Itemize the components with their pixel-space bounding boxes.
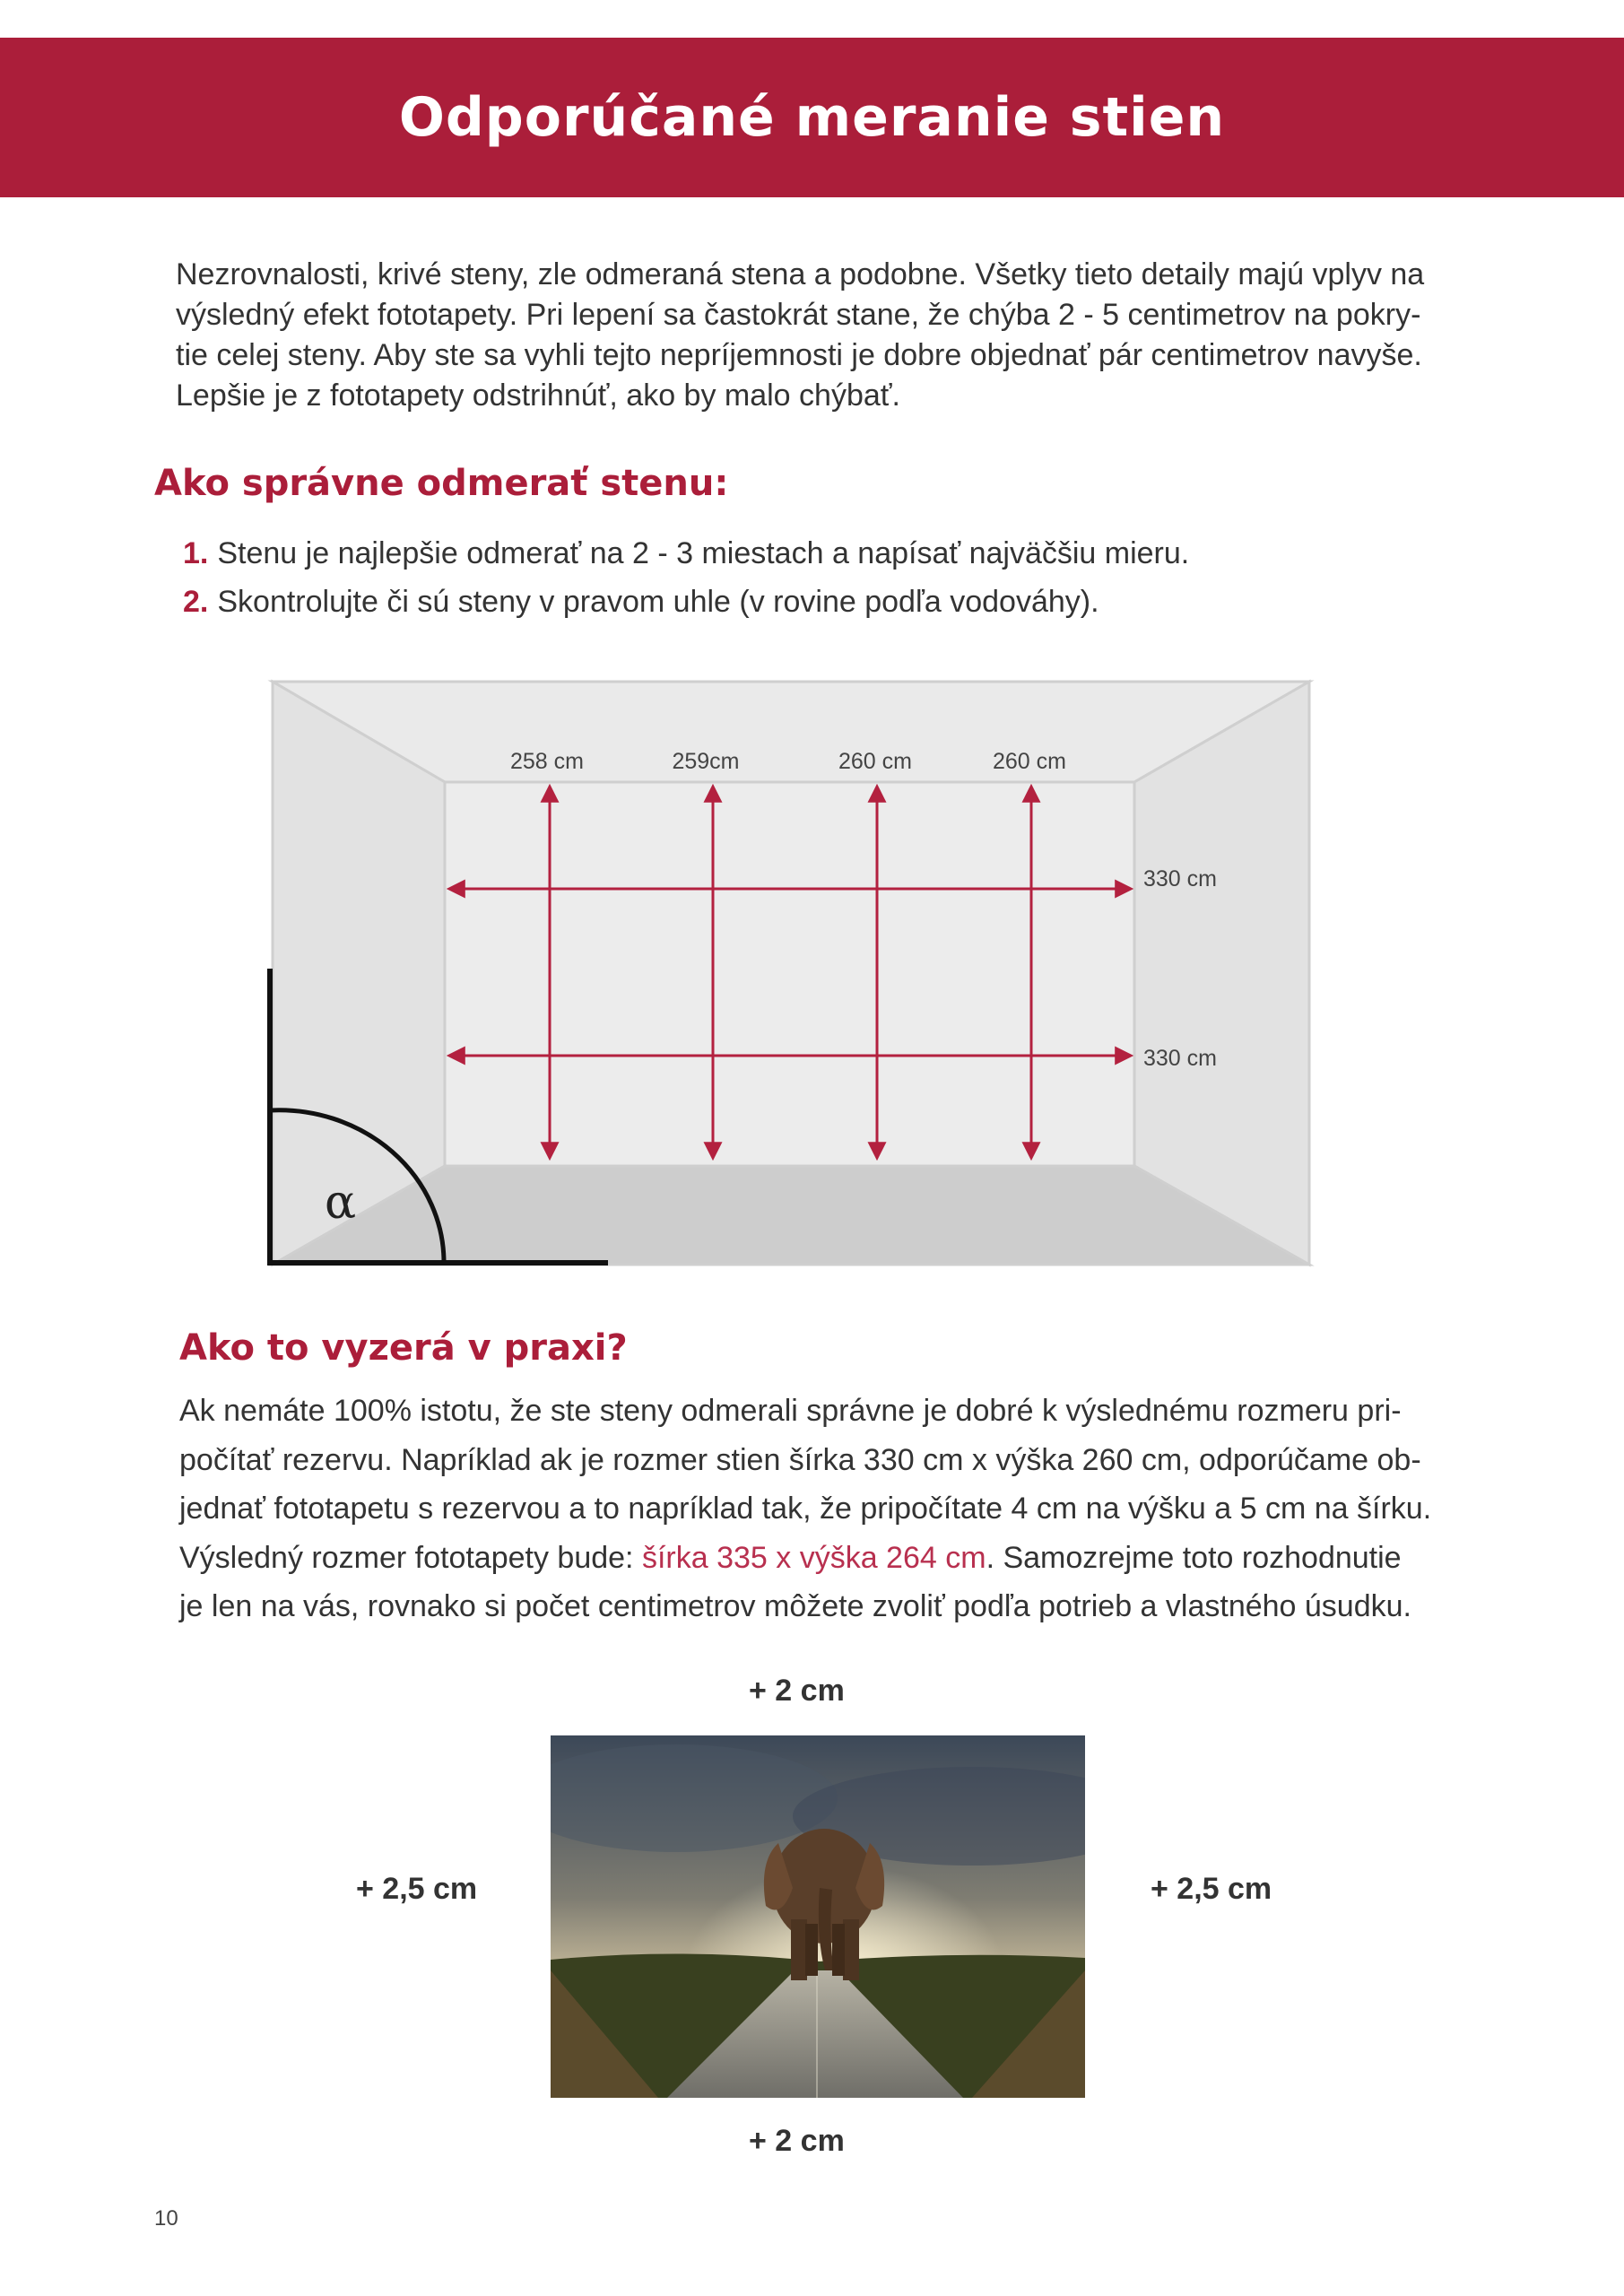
page-number: 10 [154,2206,178,2231]
intro-paragraph [176,255,1449,416]
height-label-3: 260 cm [838,749,912,774]
left-wall [273,682,445,1265]
margin-top-label: + 2 cm [749,1674,845,1708]
practice-line: počítať rezervu. Napríklad ak je rozmer stien šírka 330 cm x výška 260 cm, odporúčame ob- [179,1442,1421,1477]
practice-line-prefix: Výsledný rozmer fototapety bude: [179,1540,642,1575]
page-title: Odporúčané meranie stien [398,86,1226,149]
height-label-4: 260 cm [993,749,1066,774]
floor [273,1166,1309,1265]
right-wall [1134,682,1309,1265]
wall-measurement-diagram [260,673,1318,1283]
practice-heading: Ako to vyzerá v praxi? [179,1327,628,1369]
step-item [183,578,1189,626]
height-label-2: 259cm [672,749,740,774]
elephant-photo [551,1735,1085,2098]
ceiling-area [273,682,1309,782]
width-label-1: 330 cm [1143,866,1217,891]
margin-bottom-label: + 2 cm [749,2124,845,2158]
margin-right-label: + 2,5 cm [1151,1872,1272,1906]
measure-heading: Ako správne odmerať stenu: [154,463,729,504]
result-size-highlight: šírka 335 x výška 264 cm [641,1540,986,1575]
angle-label: α [325,1176,357,1230]
practice-line: je len na vás, rovnako si počet centimetrov môžete zvoliť podľa potrieb a vlastného úsudku. [179,1589,1411,1623]
header-band [0,38,1624,197]
steps-list [183,529,1189,626]
step-text: Stenu je najlepšie odmerať na 2 - 3 miestach a napísať najväčšiu mieru. [217,536,1190,570]
width-label-2: 330 cm [1143,1046,1217,1071]
intro-line: tie celej steny. Aby ste sa vyhli tejto nepríjemnosti je dobre objednať pár centimetrov navyše. [176,338,1422,372]
intro-line: Nezrovnalosti, krivé steny, zle odmeraná stena a podobne. Všetky tieto detaily majú vplyv na [176,257,1425,291]
intro-line: výsledný efekt fototapety. Pri lepení sa častokrát stane, že chýba 2 - 5 centimetrov na pokry- [176,298,1421,332]
step-item [183,529,1189,578]
step-text: Skontrolujte či sú steny v pravom uhle (v rovine podľa vodováhy). [217,585,1099,619]
practice-paragraph [179,1387,1462,1631]
practice-line: Ak nemáte 100% istotu, že ste steny odmerali správne je dobré k výslednému rozmeru pri- [179,1394,1402,1428]
practice-line: jednať fototapetu s rezervou a to napríklad tak, že pripočítate 4 cm na výšku a 5 cm na šírku. [179,1492,1432,1526]
step-number: 2. [183,585,209,619]
step-number: 1. [183,536,209,570]
height-label-1: 258 cm [510,749,584,774]
practice-line-suffix: . Samozrejme toto rozhodnutie [986,1540,1402,1575]
intro-line: Lepšie je z fototapety odstrihnúť, ako by malo chýbať. [176,378,900,413]
margin-left-label: + 2,5 cm [356,1872,478,1906]
